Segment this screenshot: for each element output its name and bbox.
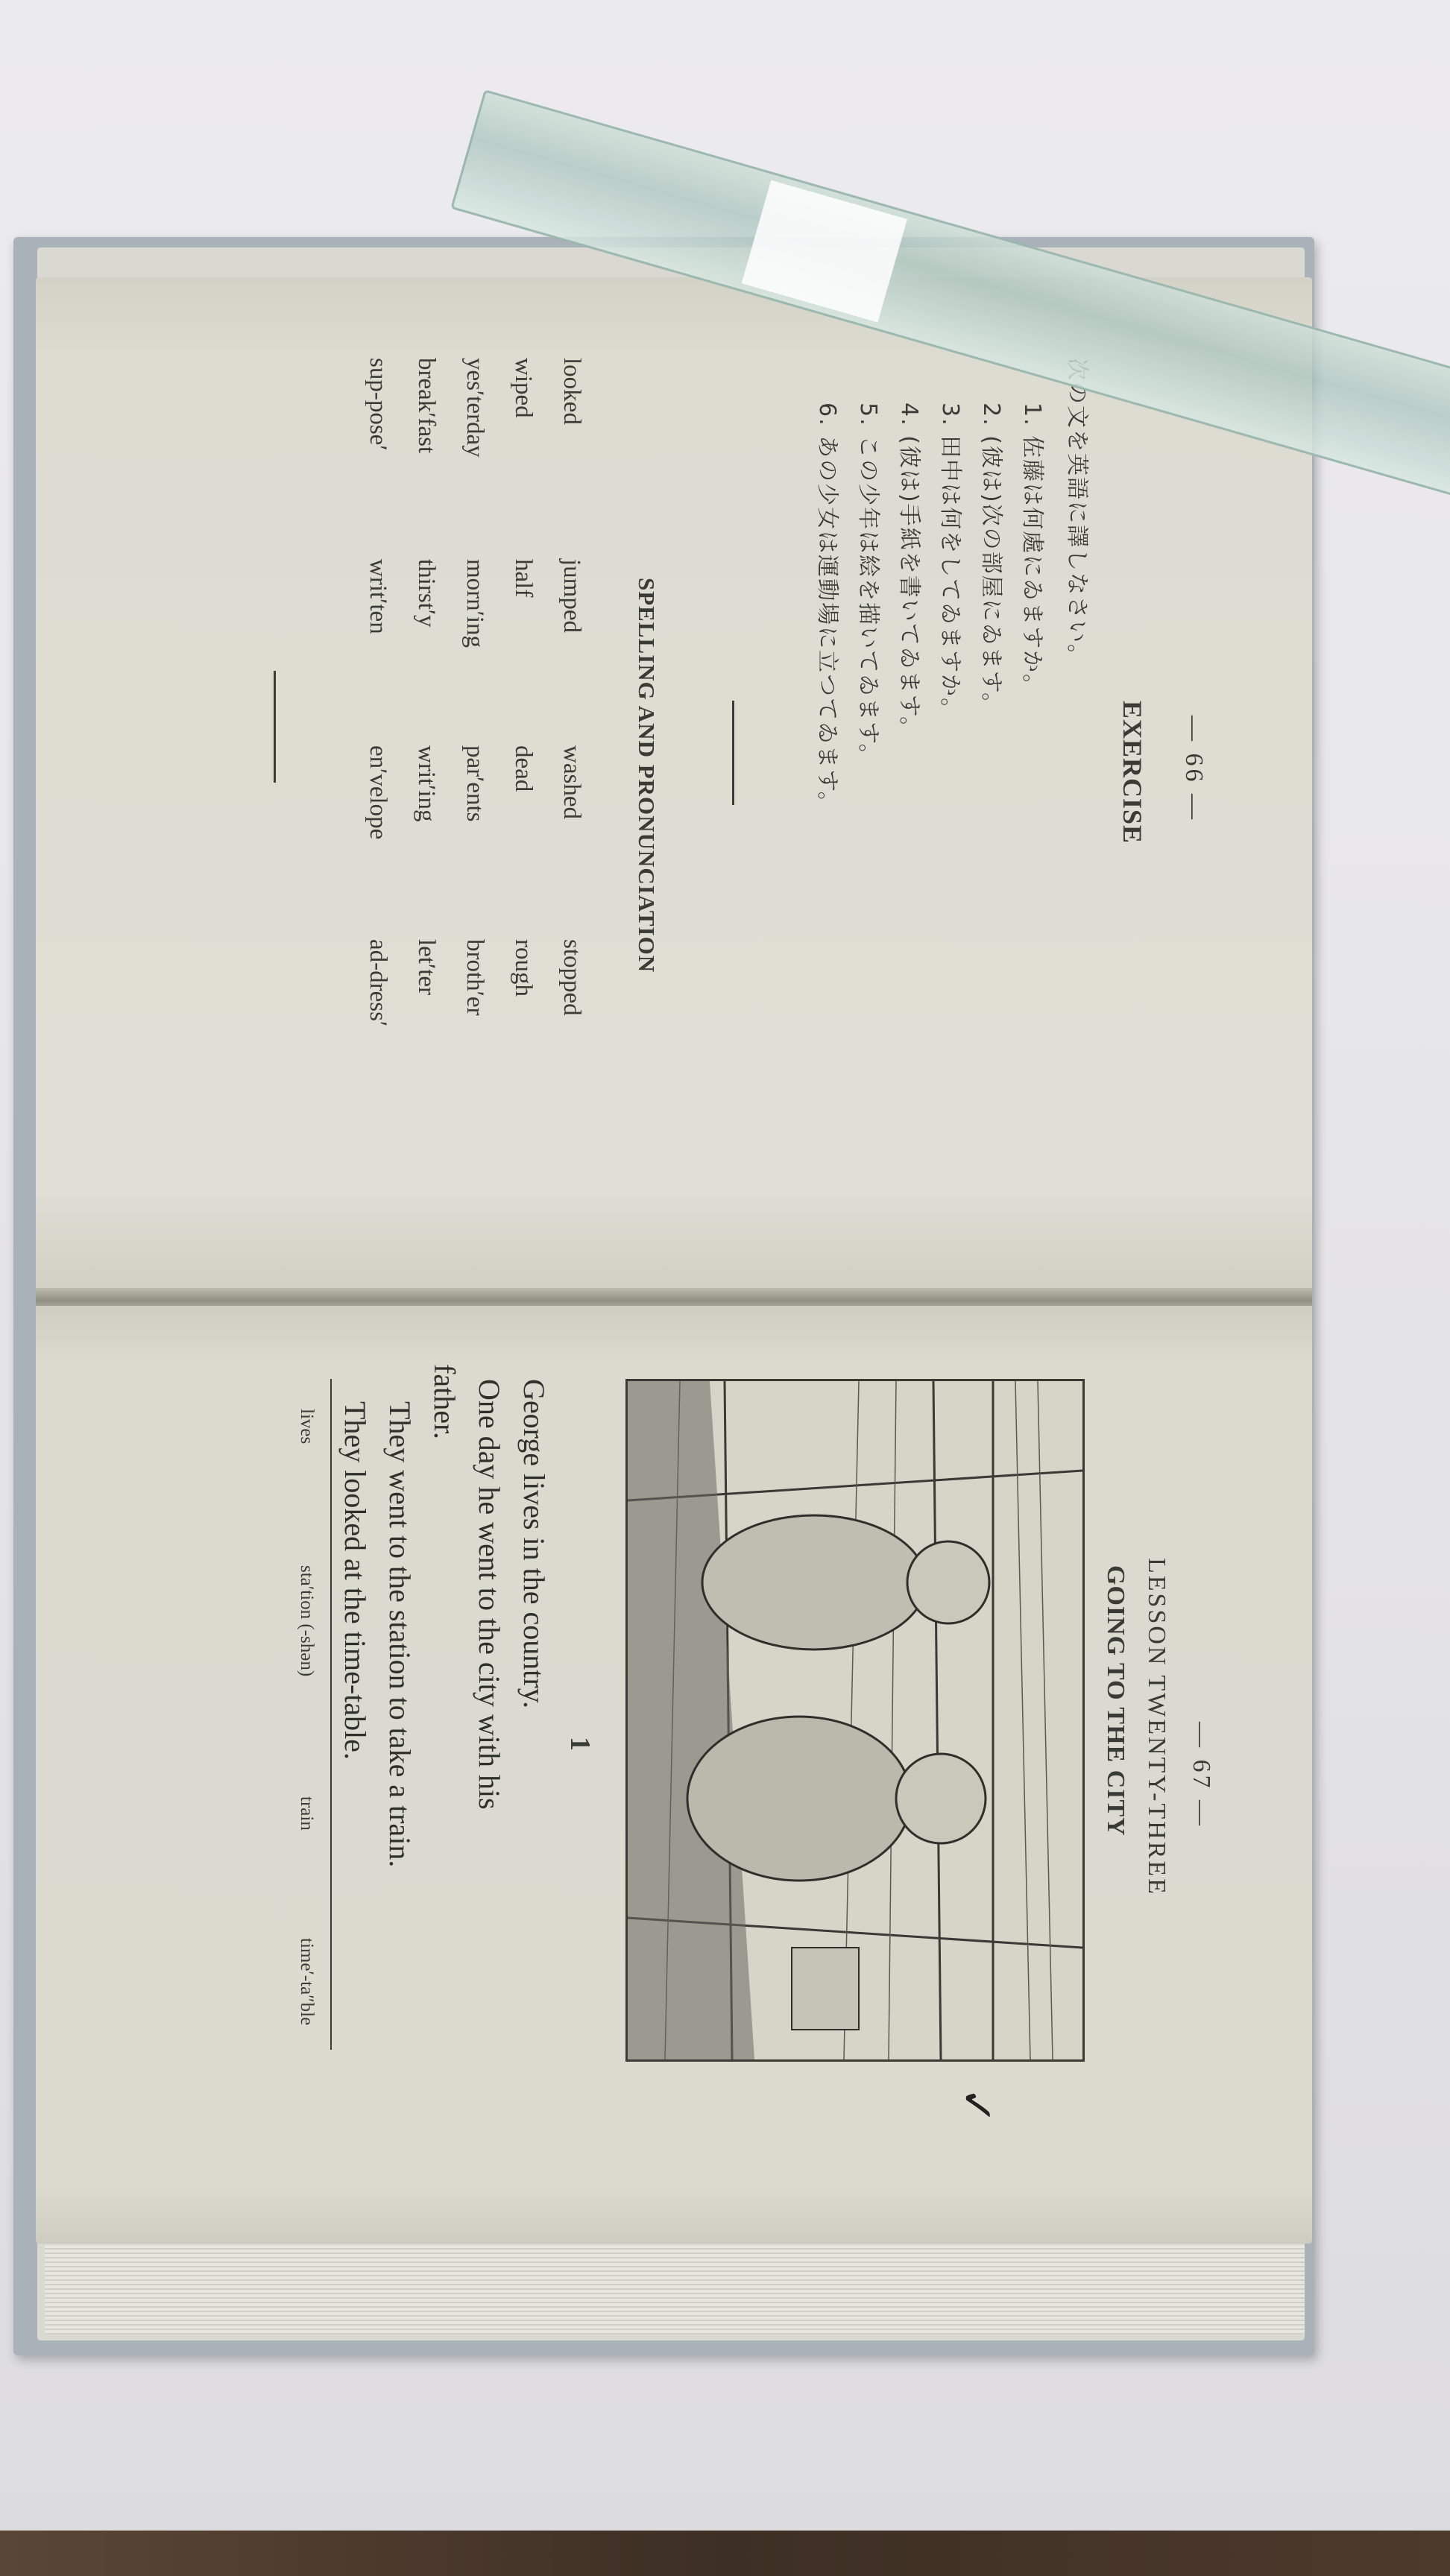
word-looked: looked <box>558 358 585 425</box>
word-yesterday: yes′terday <box>461 358 488 458</box>
page-67-text <box>45 1319 1267 2236</box>
spelling-heading: SPELLING AND PRONUNCIATION <box>634 578 660 973</box>
story-line-3: father. <box>428 1364 461 1440</box>
word-thirsty: thirst′y <box>413 559 440 628</box>
word-half: half <box>510 559 537 598</box>
vocab-lives: lives <box>297 1409 317 1445</box>
exercise-instruction: 次の文を英語に譯しなさい。 <box>1064 358 1090 668</box>
word-suppose: sup-pose′ <box>365 358 391 451</box>
word-breakfast: break′fast <box>413 358 440 454</box>
exercise-heading: EXERCISE <box>1118 701 1147 845</box>
word-address: ad-dress′ <box>365 939 391 1027</box>
word-parents: par′ents <box>461 745 488 822</box>
engraving-drawing <box>628 1381 1082 2059</box>
story-line-4: They went to the station to take a train. <box>383 1401 417 1868</box>
vocab-rule <box>330 1379 332 2050</box>
word-wiped: wiped <box>510 358 537 418</box>
word-rough: rough <box>510 939 537 997</box>
word-writing: writ′ing <box>413 745 440 822</box>
word-washed: washed <box>558 745 585 819</box>
word-stopped: stopped <box>558 939 585 1016</box>
exercise-sentence-5: 5. この少年は絵を描いてゐます。 <box>855 402 881 768</box>
page-number-67: — 67 — <box>1188 1722 1215 1828</box>
word-written: writ′ten <box>365 559 391 634</box>
station-illustration <box>625 1379 1085 2062</box>
word-letter: let′ter <box>413 939 440 996</box>
exercise-sentence-1: 1. 佐藤は何處にゐますか。 <box>1019 402 1045 698</box>
word-envelope: en′velope <box>365 745 391 840</box>
story-line-1: George lives in the country. <box>517 1379 551 1709</box>
lesson-subtitle: GOING TO THE CITY <box>1102 1565 1129 1837</box>
exercise-sentence-6: 6. あの少女は運動場に立つてゐます。 <box>814 402 840 815</box>
vocab-train: train <box>297 1796 317 1831</box>
word-morning: morn′ing <box>461 559 488 648</box>
word-dead: dead <box>510 745 537 792</box>
end-rule <box>274 671 276 783</box>
vocab-station: sta′tion (-shən) <box>297 1565 317 1677</box>
story-line-5: They looked at the time-table. <box>338 1401 372 1760</box>
pencil-check-mark: ✓ <box>952 2086 1002 2125</box>
word-jumped: jumped <box>558 559 585 633</box>
exercise-sentence-4: 4. (彼は)手紙を書いてゐます。 <box>896 402 922 741</box>
wooden-edge <box>0 2531 1450 2576</box>
story-line-2: One day he went to the city with his <box>473 1379 506 1810</box>
vocab-time-table: time′-ta″ble <box>297 1938 317 2026</box>
page-number-66: — 66 — <box>1180 716 1208 822</box>
page-66-text <box>45 283 1267 1282</box>
exercise-sentence-2: 2. (彼は)次の部屋にゐます。 <box>978 402 1004 717</box>
exercise-sentence-3: 3. 田中は何をしてゐますか。 <box>937 402 963 722</box>
word-brother: broth′er <box>461 939 488 1016</box>
lesson-title: LESSON TWENTY-THREE <box>1143 1558 1170 1896</box>
section-rule <box>732 701 734 805</box>
section-number: 1 <box>564 1737 596 1752</box>
page-edges <box>45 2245 1305 2334</box>
